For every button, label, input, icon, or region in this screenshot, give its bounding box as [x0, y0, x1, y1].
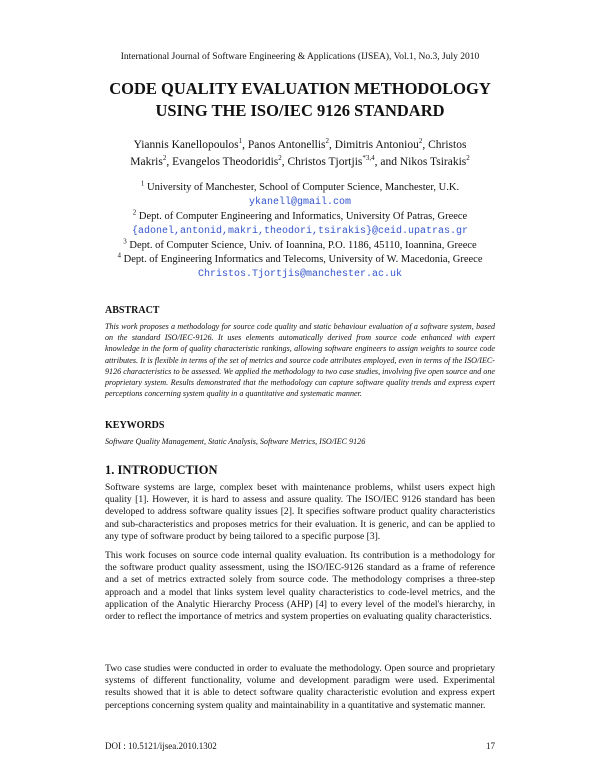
author-list: Yiannis Kanellopoulos$^1$, Panos Antonellis$^2$, Dimitris Antoniou$^2$, Christos Makris$^2$, Evangelos Theodoridis$^2$, Christos Tjortjis$^{*3,4}$, and Nikos Tsirakis$^2$ — [130, 137, 470, 168]
page-number: 17 — [486, 741, 495, 751]
affiliation-text: Dept. of Computer Science, Univ. of Ioannina, P.O. 1186, 45110, Ioannina, Greece — [129, 240, 477, 251]
doi: DOI : 10.5121/ijsea.2010.1302 — [105, 741, 217, 751]
introduction-heading: 1. INTRODUCTION — [105, 463, 218, 477]
page-footer — [105, 741, 495, 751]
email-link[interactable]: ykanell@gmail.com — [248, 197, 352, 208]
keywords-heading: KEYWORDS — [105, 420, 165, 431]
intro-paragraph-2: This work focuses on source code internal quality evaluation. Its contribution is a methodology for the software product quality assessment, using the ISO/IEC-9126 standard as a frame of reference and a set of metrics extracted solely from source code. The methodology comprises a three-step approach and a model that links system level quality characteristics to code-level metrics, and the application of the Analytic Hierarchy Process (AHP) [4] to every level of the model's hierarchy, in order to reflect the importance of metrics and system properties on evaluating quality characteristics. — [105, 550, 495, 623]
author-sup: 2 — [418, 137, 423, 146]
affiliation-1 — [80, 181, 520, 210]
author-name: Yiannis Kanellopoulos — [133, 139, 239, 151]
affiliation-4 — [80, 253, 520, 282]
title-line-1: CODE QUALITY EVALUATION METHODOLOGY — [109, 79, 491, 98]
author-sup: 2 — [466, 154, 470, 163]
intro-paragraph-3: Two case studies were conducted in order to evaluate the methodology. Open source and proprietary systems of different functionality, volume and development paradigm were used. Experimental results showed that it is able to detect software quality characteristic evolution and express expert perceptions concerning system quality and maintainability in a quantitative and systematic manner. — [105, 663, 495, 711]
author-name: Panos Antonellis — [247, 139, 326, 151]
affiliation-num: 4 — [117, 251, 121, 260]
abstract-heading: ABSTRACT — [105, 305, 160, 316]
author-sup: 1 — [238, 137, 243, 146]
title-line-2: USING THE ISO/IEC 9126 STANDARD — [155, 101, 445, 120]
author-conjunction: and — [380, 156, 397, 168]
keywords-text: Software Quality Management, Static Analysis, Software Metrics, ISO/IEC 9126 — [105, 437, 366, 446]
affiliation-text: Dept. of Computer Engineering and Informatics, University Of Patras, Greece — [138, 211, 468, 222]
abstract-text: This work proposes a methodology for source code quality and static behaviour evaluation of a software system, based on the standard ISO/IEC-9126. It uses elements automatically derived from source code enhanced with expert knowledge in the form of quality characteristic rankings, allowing software engineers to assign weights to source code attributes. It is flexible in terms of the set of metrics and source code attributes employed, even in terms of the ISO/IEC-9126 characteristics to be assessed. We applied the methodology to two case studies, involving five open source and one proprietary system. Results demonstrated that the methodology can capture software quality trends and express expert perceptions concerning system quality in a quantitative and systematic manner. — [105, 322, 495, 399]
email-link[interactable]: {adonel,antonid,makri,theodori,tsirakis}@ceid.upatras.gr — [131, 226, 469, 237]
affiliations — [80, 181, 520, 282]
paper-title — [80, 78, 520, 122]
journal-header: International Journal of Software Engineering & Applications (IJSEA), Vol.1, No.3, July 2010 — [120, 52, 480, 62]
affiliation-3 — [80, 239, 520, 253]
affiliation-text: University of Manchester, School of Computer Science, Manchester, U.K. — [147, 182, 460, 193]
email-link[interactable]: Christos.Tjortjis@manchester.ac.uk — [197, 269, 403, 280]
author-name: Nikos Tsirakis — [399, 156, 467, 168]
affiliation-text: Dept. of Engineering Informatics and Telecoms, University of W. Macedonia, Greece — [123, 254, 483, 265]
affiliation-num: 3 — [123, 237, 127, 246]
author-sup: 2 — [278, 154, 282, 163]
affiliation-num: 1 — [140, 179, 145, 188]
intro-paragraph-1: Software systems are large, complex beset with maintenance problems, whilst users expect high quality [1]. However, it is hard to assess and assure quality. The ISO/IEC 9126 standard has been developed to address software quality issues [2]. It specifies software product quality characteristics and sub-characteristics and proposes metrics for their evaluation. It is generic, and can be applied to any type of software product by being tailored to a specific purpose [3]. — [105, 482, 495, 542]
author-name: Dimitris Antoniou — [334, 139, 419, 151]
affiliation-2 — [80, 210, 520, 239]
author-sup: 2 — [325, 137, 330, 146]
author-name: Christos Tjortjis — [287, 156, 363, 168]
affiliation-num: 2 — [132, 208, 137, 217]
author-name: Evangelos Theodoridis — [172, 156, 279, 168]
author-sup: 2 — [162, 154, 167, 163]
author-name: Christos — [428, 139, 467, 151]
author-sup: *3,4 — [362, 154, 375, 163]
author-name: Makris — [130, 156, 163, 168]
